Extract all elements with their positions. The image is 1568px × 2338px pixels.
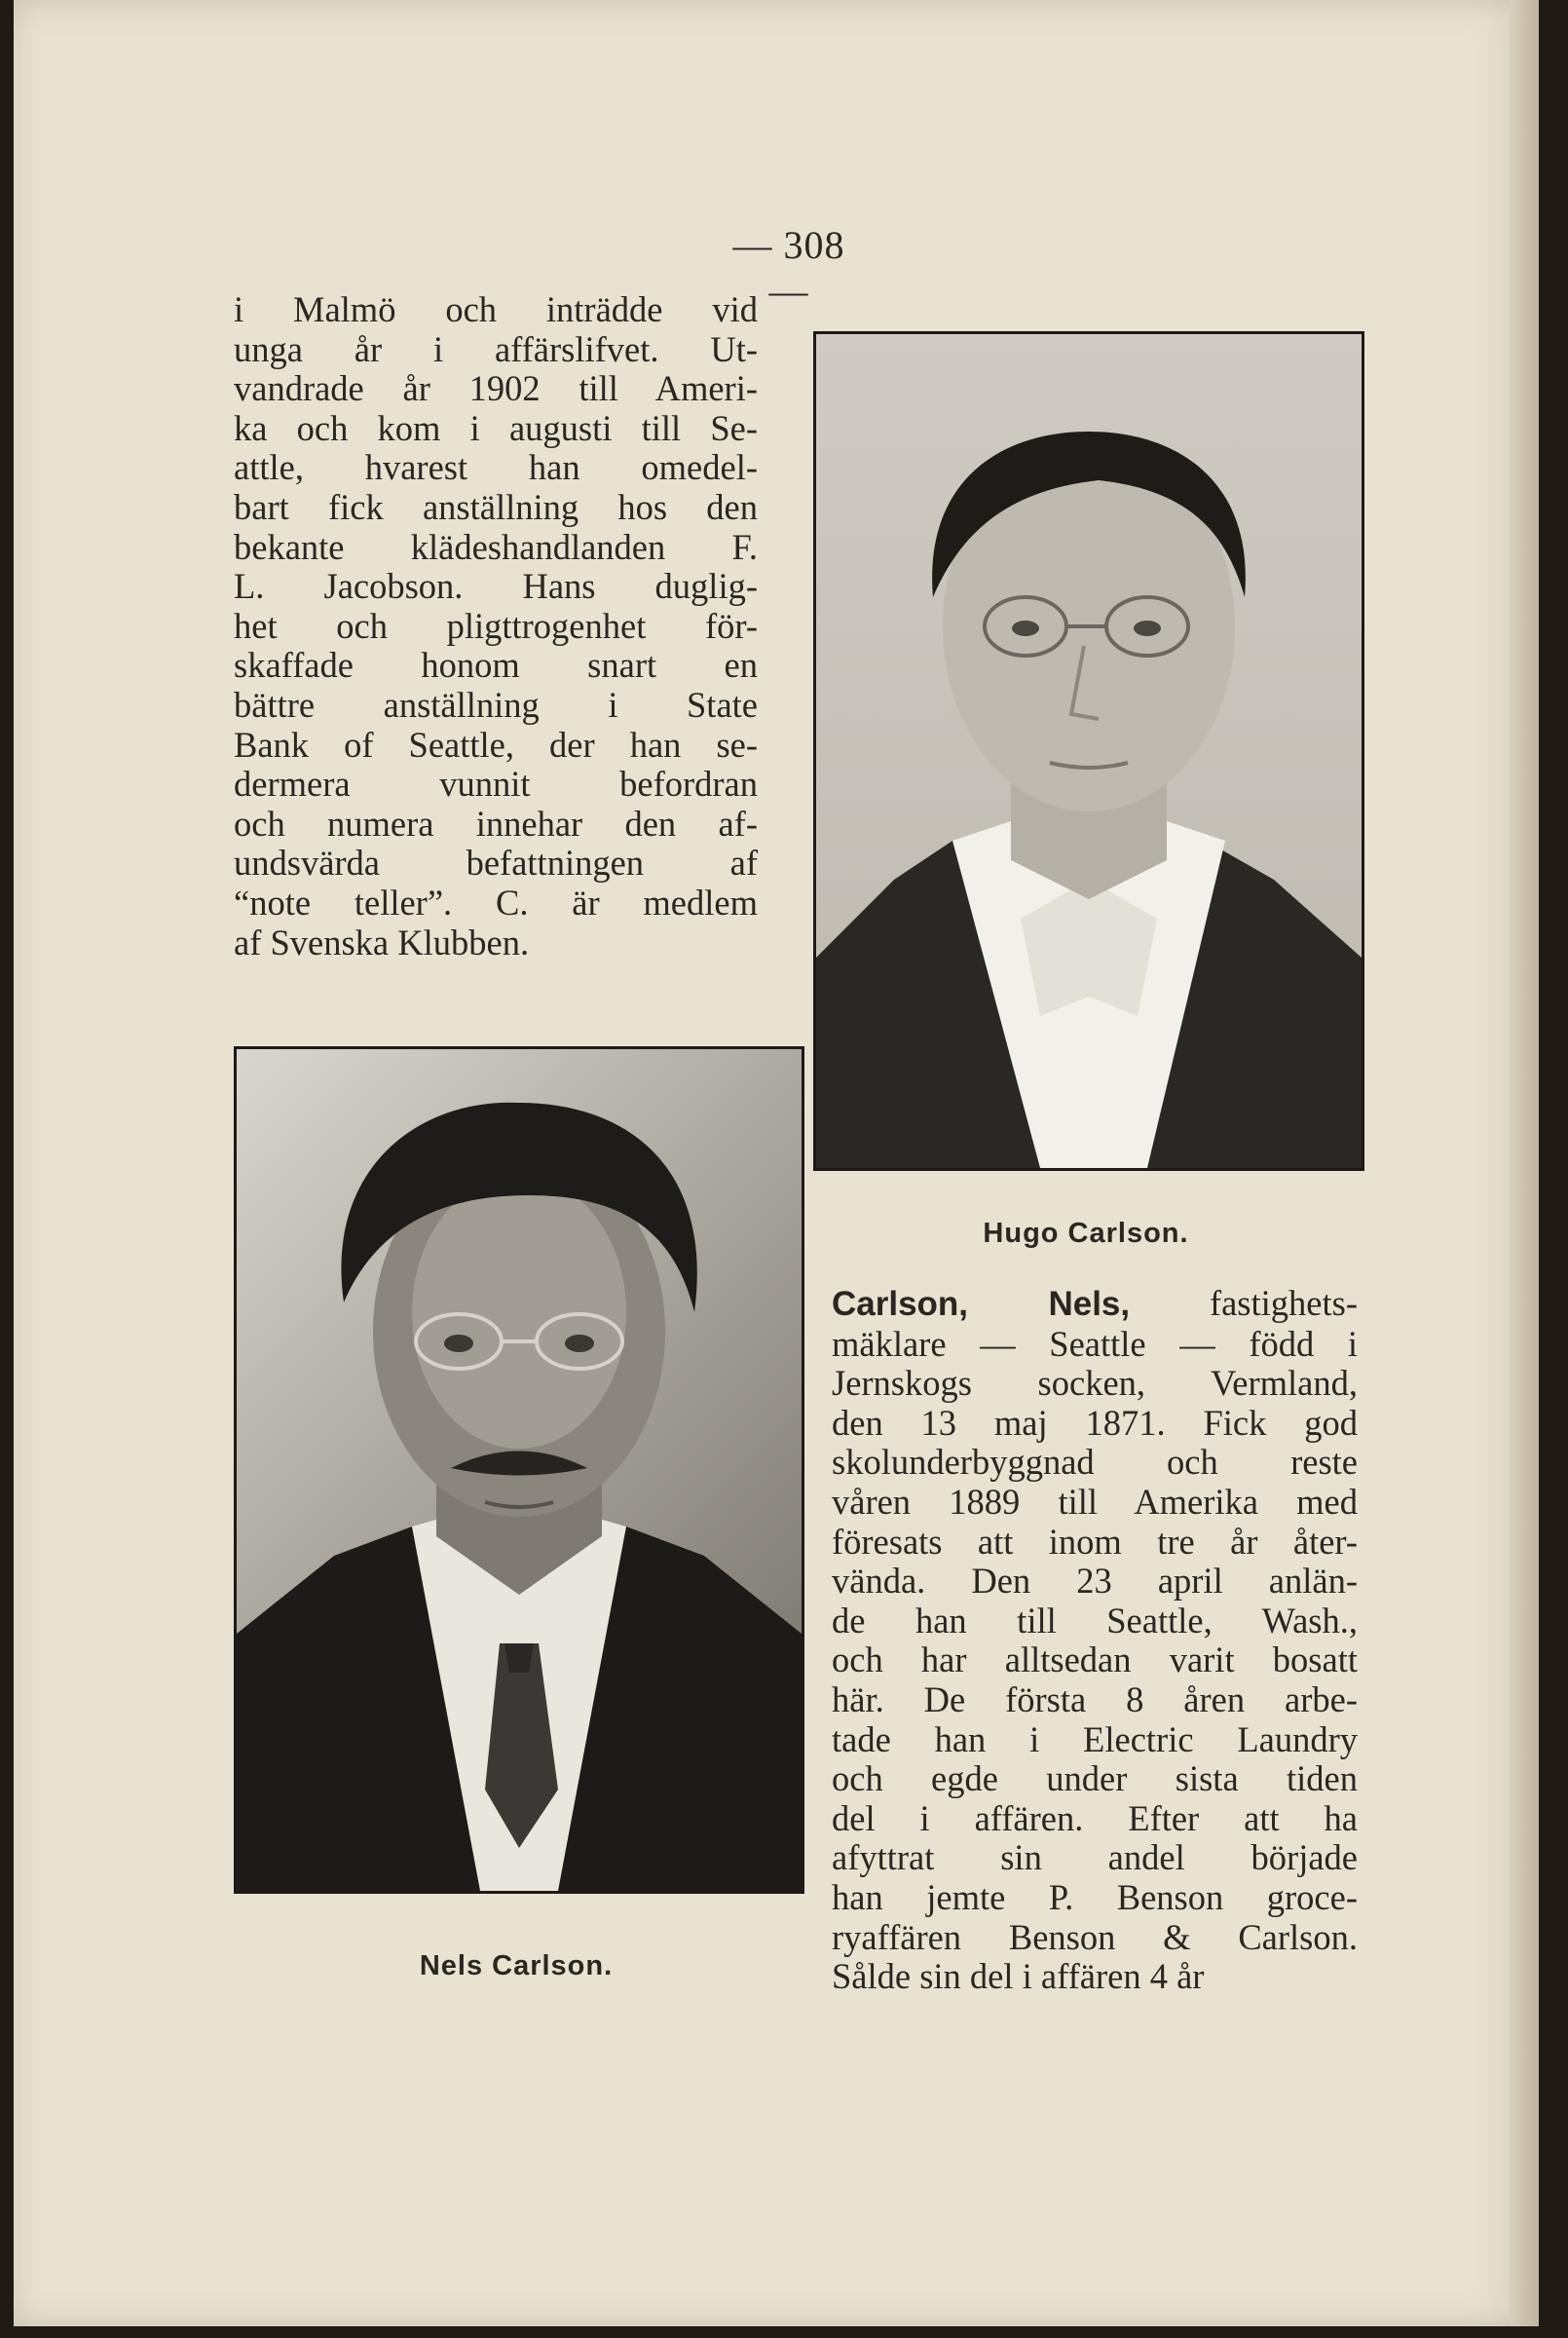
right-column-text	[832, 1284, 1358, 1997]
portrait-hugo-illustration	[816, 334, 1362, 1168]
text-line: Sålde sin del i affären 4 år	[832, 1956, 1205, 1997]
portrait-nels-illustration	[237, 1049, 802, 1891]
text-line: och egde under sista tiden	[832, 1758, 1358, 1799]
caption-hugo-carlson: Hugo Carlson.	[983, 1218, 1189, 1249]
text-line: bättre anställning i State	[234, 684, 758, 725]
text-line: våren 1889 till Amerika med	[832, 1481, 1358, 1522]
text-line: undsvärda befattningen af	[234, 843, 758, 884]
text-line: och numera innehar den af-	[234, 803, 758, 844]
text-line: afyttrat sin andel började	[832, 1837, 1358, 1878]
text-line: bekante klädeshandlanden F.	[234, 526, 758, 567]
entry-name-nels: Carlson, Nels,	[832, 1285, 1131, 1323]
text-line: ka och kom i augusti till Se-	[234, 407, 758, 448]
text-line: attle, hvarest han omedel-	[234, 447, 758, 488]
text-line: i Malmö och inträdde vid	[234, 289, 758, 329]
text-line: tade han i Electric Laundry	[832, 1718, 1358, 1759]
book-page	[14, 0, 1539, 2326]
page-number: — 308 —	[732, 223, 845, 313]
portrait-nels-carlson	[234, 1046, 804, 1894]
text-line: unga år i affärslifvet. Ut-	[234, 328, 758, 369]
text-line: de han till Seattle, Wash.,	[832, 1600, 1358, 1640]
text-line: vända. Den 23 april anlän-	[832, 1561, 1358, 1602]
text-line: del i affären. Efter att ha	[832, 1797, 1358, 1838]
text-line: den 13 maj 1871. Fick god	[832, 1402, 1358, 1443]
text-line: dermera vunnit befordran	[234, 764, 758, 805]
text-line: skolunderbyggnad och reste	[832, 1442, 1358, 1483]
text-line: af Svenska Klubben.	[234, 922, 530, 962]
text-line: Jernskogs socken, Vermland,	[832, 1363, 1358, 1404]
text-line: skaffade honom snart en	[234, 645, 758, 686]
page-spine-shadow	[1510, 0, 1539, 2326]
text-line: het och pligttrogenhet för-	[234, 605, 758, 646]
text-line: Bank of Seattle, der han se-	[234, 724, 758, 765]
text-line: vandrade år 1902 till Ameri-	[234, 368, 758, 409]
caption-nels-carlson: Nels Carlson.	[419, 1950, 614, 1981]
right-first-line	[832, 1284, 1358, 1325]
left-column-text	[234, 290, 758, 962]
right-first-line-rest: fastighets-	[1130, 1283, 1358, 1323]
portrait-hugo-carlson	[813, 331, 1364, 1171]
text-line: “note teller”. C. är medlem	[234, 882, 758, 923]
text-line: ryaffären Benson & Carlson.	[832, 1916, 1358, 1957]
text-line: han jemte P. Benson groce-	[832, 1876, 1358, 1917]
text-line: mäklare — Seattle — född i	[832, 1323, 1358, 1364]
text-line: föresats att inom tre år åter-	[832, 1521, 1358, 1562]
text-line: L. Jacobson. Hans duglig-	[234, 566, 758, 607]
text-line: bart fick anställning hos den	[234, 486, 758, 527]
text-line: och har alltsedan varit bosatt	[832, 1640, 1358, 1680]
text-line: här. De första 8 åren arbe-	[832, 1678, 1358, 1719]
